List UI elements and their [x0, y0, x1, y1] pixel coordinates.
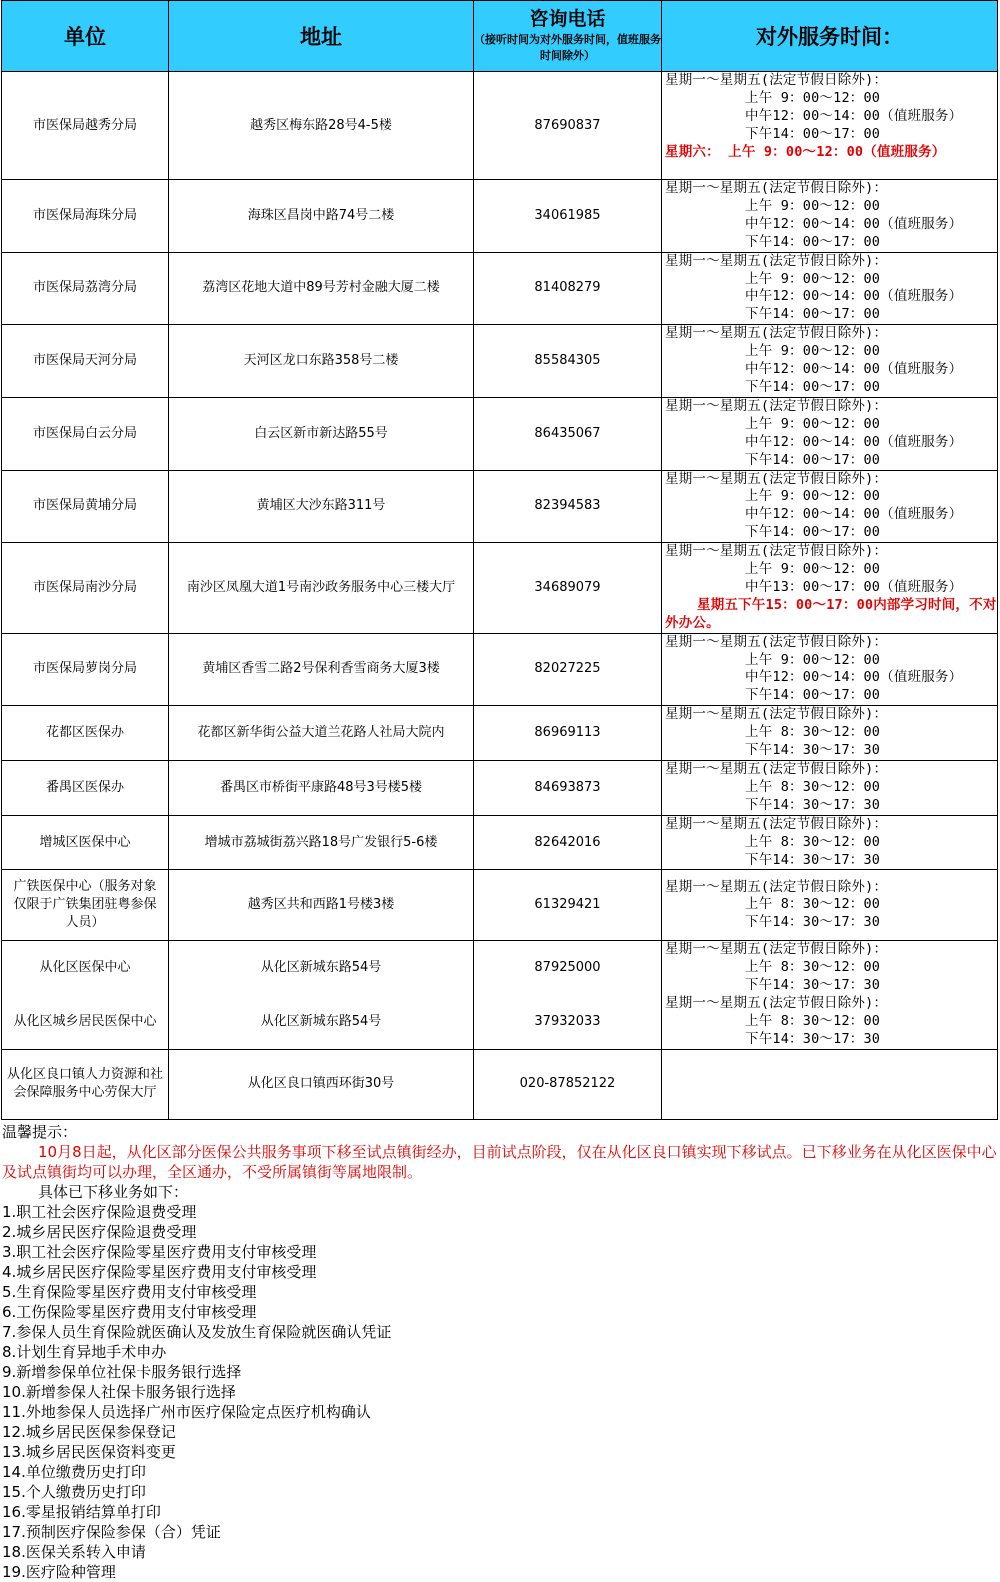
- hours-line: 星期一～星期五(法定节假日除外)：: [665, 397, 888, 414]
- list-item: 14.单位缴费历史打印: [2, 1462, 146, 1481]
- list-item: 5.生育保险零星医疗费用支付审核受理: [2, 1282, 257, 1301]
- address-cell: 白云区新市新达路55号: [169, 397, 474, 470]
- hours-line: 下午14：30～17：30: [745, 742, 881, 759]
- hours-line: 星期一～星期五(法定节假日除外)：: [665, 761, 888, 777]
- notice-section: [0, 1120, 1000, 1582]
- phone-cell: 86435067: [474, 397, 662, 470]
- hours-line: 上午 8：30～12：00: [745, 833, 881, 850]
- hours-line: 下午14：00～17：00: [745, 378, 881, 395]
- list-item: 16.零星报销结算单打印: [2, 1502, 161, 1521]
- unit-cell: 市医保局荔湾分局: [2, 252, 169, 325]
- address-cell: 天河区龙口东路358号二楼: [169, 325, 474, 398]
- address-cell: 海珠区昌岗中路74号二楼: [169, 180, 474, 253]
- address-cell: 从化区新城东路54号: [169, 941, 474, 995]
- notice-title: 温馨提示：: [2, 1122, 78, 1141]
- list-item: 15.个人缴费历史打印: [2, 1482, 146, 1501]
- hours-cell: [662, 706, 998, 761]
- header-phone: [474, 1, 662, 72]
- hours-line: 上午 8：30～12：00: [745, 778, 881, 795]
- hours-line: 下午14：30～17：30: [745, 796, 881, 813]
- hours-line: 上午 8：30～12：00: [745, 1013, 881, 1030]
- notice-list: [2, 1202, 1000, 1582]
- list-item: 1.职工社会医疗保险退费受理: [2, 1202, 197, 1221]
- address-cell: 黄埔区大沙东路311号: [169, 470, 474, 543]
- hours-line: 下午14：00～17：00: [745, 524, 881, 541]
- table-row: [2, 1049, 998, 1119]
- unit-cell: 市医保局萝岗分局: [2, 633, 169, 706]
- list-item: 4.城乡居民医疗保险零星医疗费用支付审核受理: [2, 1262, 317, 1281]
- unit-cell: 市医保局白云分局: [2, 397, 169, 470]
- hours-line: 中午13：00～17：00（值班服务）: [745, 578, 963, 595]
- table-header-row: [2, 1, 998, 72]
- address-cell: 荔湾区花地大道中89号芳村金融大厦二楼: [169, 252, 474, 325]
- list-item: 11.外地参保人员选择广州市医疗保险定点医疗机构确认: [2, 1402, 371, 1421]
- hours-line: 上午 8：30～12：00: [745, 896, 881, 913]
- address-cell: 越秀区共和西路1号楼3楼: [169, 870, 474, 941]
- list-item: 3.职工社会医疗保险零星医疗费用支付审核受理: [2, 1242, 317, 1261]
- phone-cell: 85584305: [474, 325, 662, 398]
- hours-cell: [662, 815, 998, 870]
- notice-list-intro: 具体已下移业务如下：: [38, 1182, 189, 1201]
- hours-cell: [662, 470, 998, 543]
- list-item: 12.城乡居民医保参保登记: [2, 1422, 176, 1441]
- hours-line: 下午14：30～17：30: [745, 977, 881, 994]
- list-item: 13.城乡居民医保资料变更: [2, 1442, 176, 1461]
- table-row: [2, 325, 998, 398]
- unit-cell: 市医保局南沙分局: [2, 543, 169, 634]
- header-unit: 单位: [2, 1, 169, 72]
- hours-line: 星期一～星期五(法定节假日除外)：: [665, 325, 888, 342]
- list-item: 17.预制医疗保险参保（合）凭证: [2, 1522, 221, 1541]
- hours-cell: [662, 180, 998, 253]
- unit-cell: 番禺区医保办: [2, 761, 169, 816]
- hours-line: 中午12：00～14：00（值班服务）: [745, 361, 963, 378]
- hours-line: 下午14：30～17：30: [745, 851, 881, 868]
- hours-line: 星期一～星期五(法定节假日除外)：: [665, 543, 888, 560]
- hours-cell: [662, 633, 998, 706]
- list-item: 7.参保人员生育保险就医确认及发放生育保险就医确认凭证: [2, 1322, 392, 1341]
- hours-line: 星期一～星期五(法定节假日除外)：: [665, 995, 888, 1012]
- unit-cell: 增城区医保中心: [2, 815, 169, 870]
- hours-line: 上午 9：00～12：00: [745, 415, 881, 432]
- table-row: [2, 941, 998, 995]
- hours-cell: [662, 72, 998, 180]
- unit-cell: 市医保局黄埔分局: [2, 470, 169, 543]
- hours-line: 中午12：00～14：00（值班服务）: [745, 288, 963, 305]
- table-row: [2, 252, 998, 325]
- address-cell: 番禺区市桥街平康路48号3号楼5楼: [169, 761, 474, 816]
- hours-cell: [662, 543, 998, 634]
- hours-line: 中午12：00～14：00（值班服务）: [745, 107, 963, 124]
- hours-line: 下午14：00～17：00: [745, 306, 881, 323]
- table-row: [2, 543, 998, 634]
- hours-line: 上午 9：00～12：00: [745, 89, 881, 106]
- phone-cell: 020-87852122: [474, 1049, 662, 1119]
- hours-note: 星期六： 上午 9：00～12：00（值班服务）: [665, 143, 946, 160]
- hours-line: 中午12：00～14：00（值班服务）: [745, 669, 963, 686]
- phone-cell: 37932033: [474, 995, 662, 1049]
- hours-line: 上午 9：00～12：00: [745, 651, 881, 668]
- hours-line: 上午 9：00～12：00: [745, 488, 881, 505]
- hours-cell: [662, 870, 998, 941]
- unit-cell: 市医保局天河分局: [2, 325, 169, 398]
- hours-line: 星期一～星期五(法定节假日除外)：: [665, 941, 888, 958]
- hours-cell: [662, 252, 998, 325]
- address-cell: 从化区新城东路54号: [169, 995, 474, 1049]
- phone-cell: 82642016: [474, 815, 662, 870]
- table-row: [2, 397, 998, 470]
- phone-cell: 34061985: [474, 180, 662, 253]
- unit-cell: 从化区城乡居民医保中心: [2, 995, 169, 1049]
- hours-note: 星期五下午15：00～17：00内部学习时间，不对外办公。: [665, 596, 997, 631]
- hours-cell: [662, 761, 998, 816]
- hours-line: 下午14：30～17：30: [745, 914, 881, 931]
- phone-cell: 82027225: [474, 633, 662, 706]
- list-item: 6.工伤保险零星医疗费用支付审核受理: [2, 1302, 257, 1321]
- unit-cell: 从化区良口镇人力资源和社会保障服务中心劳保大厅: [2, 1049, 169, 1119]
- hours-line: 星期一～星期五(法定节假日除外)：: [665, 252, 888, 269]
- hours-line: 上午 8：30～12：00: [745, 724, 881, 741]
- header-hours: 对外服务时间：: [662, 1, 998, 72]
- hours-line: 中午12：00～14：00（值班服务）: [745, 506, 963, 523]
- address-cell: 增城市荔城街荔兴路18号广发银行5-6楼: [169, 815, 474, 870]
- list-item: 10.新增参保人社保卡服务银行选择: [2, 1382, 236, 1401]
- unit-cell: 广铁医保中心（服务对象仅限于广铁集团驻粤参保人员）: [2, 870, 169, 941]
- table-row: [2, 180, 998, 253]
- hours-cell: [662, 397, 998, 470]
- hours-line: 中午12：00～14：00（值班服务）: [745, 215, 963, 232]
- hours-line: 星期一～星期五(法定节假日除外)：: [665, 72, 888, 88]
- address-cell: 南沙区凤凰大道1号南沙政务服务中心三楼大厅: [169, 543, 474, 634]
- table-row: [2, 72, 998, 180]
- header-phone-sub: （接听时间为对外服务时间，值班服务时间除外）: [474, 33, 661, 62]
- phone-cell: 82394583: [474, 470, 662, 543]
- address-cell: 越秀区梅东路28号4-5楼: [169, 72, 474, 180]
- table-row: [2, 761, 998, 816]
- notice-red-paragraph: 10月8日起，从化区部分医保公共服务事项下移至试点镇街经办，目前试点阶段，仅在从化区良口镇实现下移试点。已下移业务在从化区医保中心及试点镇街均可以办理，全区通办，不受所属镇街等属地限制。: [2, 1142, 997, 1181]
- hours-line: 下午14：00～17：00: [745, 451, 881, 468]
- hours-line: 星期一～星期五(法定节假日除外)：: [665, 815, 888, 832]
- table-row: [2, 995, 998, 1049]
- list-item: 2.城乡居民医疗保险退费受理: [2, 1222, 197, 1241]
- hours-line: 下午14：00～17：00: [745, 233, 881, 250]
- hours-line: 上午 8：30～12：00: [745, 959, 881, 976]
- list-item: 9.新增参保单位社保卡服务银行选择: [2, 1362, 242, 1381]
- hours-line: 星期一～星期五(法定节假日除外)：: [665, 180, 888, 196]
- table-row: [2, 470, 998, 543]
- hours-line: 星期一～星期五(法定节假日除外)：: [665, 878, 888, 895]
- hours-line: 上午 9：00～12：00: [745, 343, 881, 360]
- phone-cell: 84693873: [474, 761, 662, 816]
- table-row: [2, 815, 998, 870]
- header-address: 地址: [169, 1, 474, 72]
- hours-cell: [662, 941, 998, 995]
- table-row: [2, 870, 998, 941]
- address-cell: 花都区新华街公益大道兰花路人社局大院内: [169, 706, 474, 761]
- list-item: 18.医保关系转入申请: [2, 1542, 146, 1561]
- unit-cell: 市医保局海珠分局: [2, 180, 169, 253]
- address-cell: 从化区良口镇西环街30号: [169, 1049, 474, 1119]
- header-phone-title: 咨询电话: [529, 8, 606, 30]
- hours-cell: [662, 325, 998, 398]
- hours-line: 上午 9：00～12：00: [745, 270, 881, 287]
- list-item: 8.计划生育异地手术申办: [2, 1342, 167, 1361]
- phone-cell: 34689079: [474, 543, 662, 634]
- hours-line: 星期一～星期五(法定节假日除外)：: [665, 470, 888, 487]
- phone-cell: 86969113: [474, 706, 662, 761]
- service-table: [1, 0, 998, 1120]
- hours-line: 上午 9：00～12：00: [745, 561, 881, 578]
- unit-cell: 从化区医保中心: [2, 941, 169, 995]
- hours-line: 星期一～星期五(法定节假日除外)：: [665, 633, 888, 650]
- hours-cell: [662, 1049, 998, 1119]
- list-item: 19.医疗险种管理: [2, 1562, 116, 1581]
- table-row: [2, 633, 998, 706]
- phone-cell: 81408279: [474, 252, 662, 325]
- unit-cell: 花都区医保办: [2, 706, 169, 761]
- unit-cell: 市医保局越秀分局: [2, 72, 169, 180]
- address-cell: 黄埔区香雪二路2号保利香雪商务大厦3楼: [169, 633, 474, 706]
- phone-cell: 61329421: [474, 870, 662, 941]
- hours-line: 中午12：00～14：00（值班服务）: [745, 433, 963, 450]
- hours-line: 星期一～星期五(法定节假日除外)：: [665, 706, 888, 723]
- hours-line: 下午14：30～17：30: [745, 1030, 881, 1047]
- hours-cell: [662, 995, 998, 1049]
- hours-line: 上午 9：00～12：00: [745, 197, 881, 214]
- hours-line: 下午14：00～17：00: [745, 125, 881, 142]
- hours-line: 下午14：00～17：00: [745, 687, 881, 704]
- table-row: [2, 706, 998, 761]
- phone-cell: 87925000: [474, 941, 662, 995]
- phone-cell: 87690837: [474, 72, 662, 180]
